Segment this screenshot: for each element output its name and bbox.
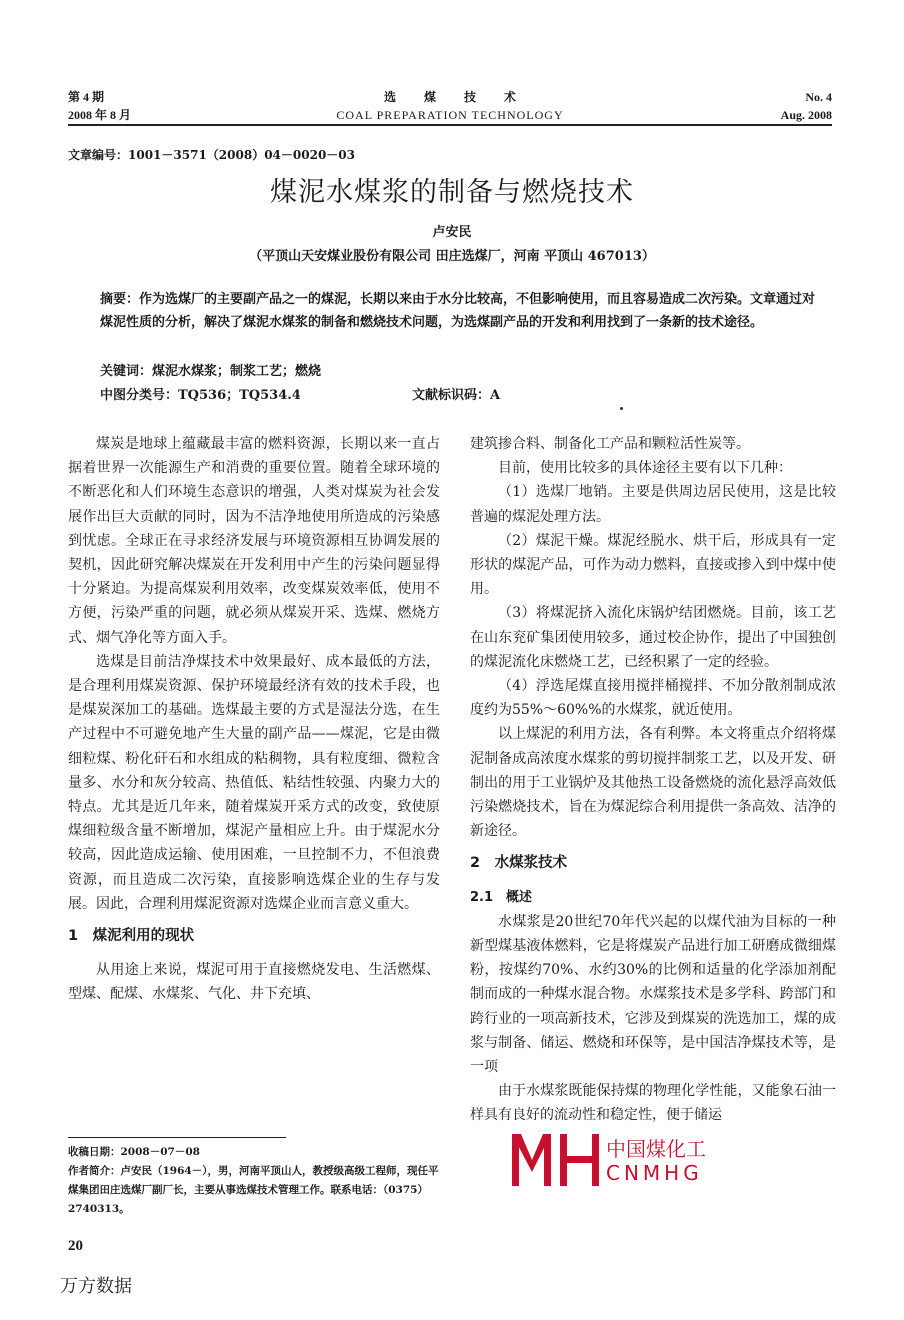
header-center: [68, 88, 832, 124]
received-date: 收稿日期：2008－07－08: [68, 1146, 200, 1158]
left-paragraph-3: 从用途上来说，煤泥可用于直接燃烧发电、生活燃煤、型煤、配煤、水煤浆、气化、井下充填、: [68, 962, 440, 1003]
section-2-1-heading: 2.1 概述: [470, 889, 533, 905]
author-bio: 作者简介：卢安民（1964－），男，河南平顶山人，教授级高级工程师，现任平煤集团田庄选煤厂副厂长，主要从事选煤技术管理工作。联系电话：（0375）2740313。: [68, 1165, 439, 1215]
watermark-name-en: CNMHG: [606, 1161, 703, 1185]
article-number: 文章编号：1001－3571（2008）04－0020－03: [68, 148, 355, 162]
keywords: 关键词：煤泥水煤浆；制浆工艺；燃烧: [100, 364, 322, 379]
watermark: [510, 1130, 740, 1190]
author-name: 卢安民: [432, 225, 472, 240]
abstract-label: 摘要：: [100, 292, 140, 307]
right-paragraph-8: 水煤浆是20世纪70年代兴起的以煤代油为目标的一种新型煤基液体燃料，它是将煤炭产品进行加工研磨成微细煤粉，按煤约70%、水约30%的比例和适量的化学添加剂配制而成的一种煤水混合物。水煤浆技术是多学科、跨部门和跨行业的一项高新技术，它涉及到煤炭的洗选加工，煤的成浆与制备、储运、燃烧和环保等，是中国洁净煤技术等，是一项: [470, 913, 836, 1076]
abstract: [100, 288, 820, 334]
scan-dot: [620, 407, 623, 410]
section-1-heading: 1 煤泥利用的现状: [68, 928, 195, 945]
header-rule: [68, 124, 832, 126]
date-en: Aug. 2008: [780, 108, 832, 122]
issue-cn: 第 4 期: [68, 90, 105, 104]
left-paragraph-1: 煤炭是地球上蕴藏最丰富的燃料资源，长期以来一直占据着世界一次能源生产和消费的重要位置。随着全球环境的不断恶化和人们环境生态意识的增强，人类对煤炭为社会发展作出巨大贡献的同时，因为不洁净地使用所造成的污染感到忧虑。全球正在寻求经济发展与环境资源相互协调发展的契机，因此研究解决煤炭在开发利用中产生的污染问题显得十分紧迫。为提高煤炭利用效率，改变煤炭效率低，使用不方便，污染严重的问题，就必须从煤炭开采、选煤、燃烧方式、烟气净化等方面入手。: [68, 436, 440, 646]
right-paragraph-7: 以上煤泥的利用方法，各有利弊。本文将重点介绍将煤泥制备成高浓度水煤浆的剪切搅拌制浆工艺，以及开发、研制出的用于工业锅炉及其他热工设备燃烧的流化悬浮高效低污染燃烧技术，旨在为煤泥综合利用提供一条高效、洁净的新途径。: [470, 726, 836, 840]
right-paragraph-5: （3）将煤泥挤入流化床锅炉结团燃烧。目前，该工艺在山东兖矿集团使用较多，通过校企协作，提出了中国独创的煤泥流化床燃烧工艺，已经积累了一定的经验。: [470, 605, 836, 670]
section-2-heading: 2 水煤浆技术: [470, 855, 568, 872]
footnote: [68, 1143, 448, 1219]
paper-title: 煤泥水煤浆的制备与燃烧技术: [270, 177, 634, 208]
left-column: [68, 432, 440, 1007]
journal-en: COAL PREPARATION TECHNOLOGY: [336, 108, 564, 122]
running-header: [68, 88, 832, 124]
abstract-text: 作为选煤厂的主要副产品之一的煤泥，长期以来由于水分比较高，不但影响使用，而且容易造成二次污染。文章通过对煤泥性质的分析，解决了煤泥水煤浆的制备和燃烧技术问题，为选煤副产品的开发和利用找到了一条新的技术途径。: [100, 292, 816, 330]
right-paragraph-4: （2）煤泥干燥。煤泥经脱水、烘干后，形成具有一定形状的煤泥产品，可作为动力燃料，直接或掺入到中煤中使用。: [470, 532, 836, 598]
issue-en: No. 4: [805, 90, 832, 104]
right-paragraph-2: 目前，使用比较多的具体途径主要有以下几种：: [498, 460, 792, 477]
right-paragraph-9: 由于水煤浆既能保持煤的物理化学性能，又能象石油一样具有良好的流动性和稳定性，便于储运: [470, 1083, 836, 1124]
source-label: 万方数据: [60, 1276, 132, 1297]
header-right: [781, 88, 832, 124]
author-affiliation: （平顶山天安煤业股份有限公司 田庄选煤厂，河南 平顶山 467013）: [249, 249, 655, 264]
classification-number: 中图分类号：TQ536；TQ534.4: [100, 388, 301, 403]
right-column: [470, 432, 836, 1128]
watermark-logo-icon: [510, 1130, 602, 1190]
journal-cn: 选煤技术: [383, 90, 544, 104]
right-paragraph-1: 建筑掺合料、制备化工产品和颗粒活性炭等。: [470, 436, 750, 452]
left-paragraph-2: 选煤是目前洁净煤技术中效果最好、成本最低的方法，是合理利用煤炭资源、保护环境最经济有效的技术手段，也是煤炭深加工的基础。选煤最主要的方式是湿法分选，在生产过程中不可避免地产生大量的副产品——煤泥，它是由微细粒煤、粉化矸石和水组成的粘稠物，具有粒度细、微粒含量多、水分和灰分较高、热值低、粘结性较强、内聚力大的特点。尤其是近几年来，随着煤炭开采方式的改变，致使原煤细粒级含量不断增加，煤泥产量相应上升。由于煤泥水分较高，因此造成运输、使用困难，一旦控制不力，不但浪费资源，而且造成二次污染，直接影响选煤企业的生存与发展。因此，合理利用煤泥资源对选煤企业而言意义重大。: [68, 653, 440, 912]
date-cn: 2008 年 8 月: [68, 108, 132, 122]
right-paragraph-6: （4）浮选尾煤直接用搅拌桶搅拌、不加分散剂制成浓度约为55%～60%%的水煤浆，就近使用。: [470, 678, 836, 719]
watermark-name-cn: 中国煤化工: [606, 1133, 706, 1162]
footnote-rule: [68, 1137, 286, 1138]
page-number: 20: [68, 1238, 83, 1254]
document-code: 文献标识码：A: [412, 388, 501, 403]
right-paragraph-3: （1）选煤厂地销。主要是供周边居民使用，这是比较普遍的煤泥处理方法。: [470, 484, 836, 525]
